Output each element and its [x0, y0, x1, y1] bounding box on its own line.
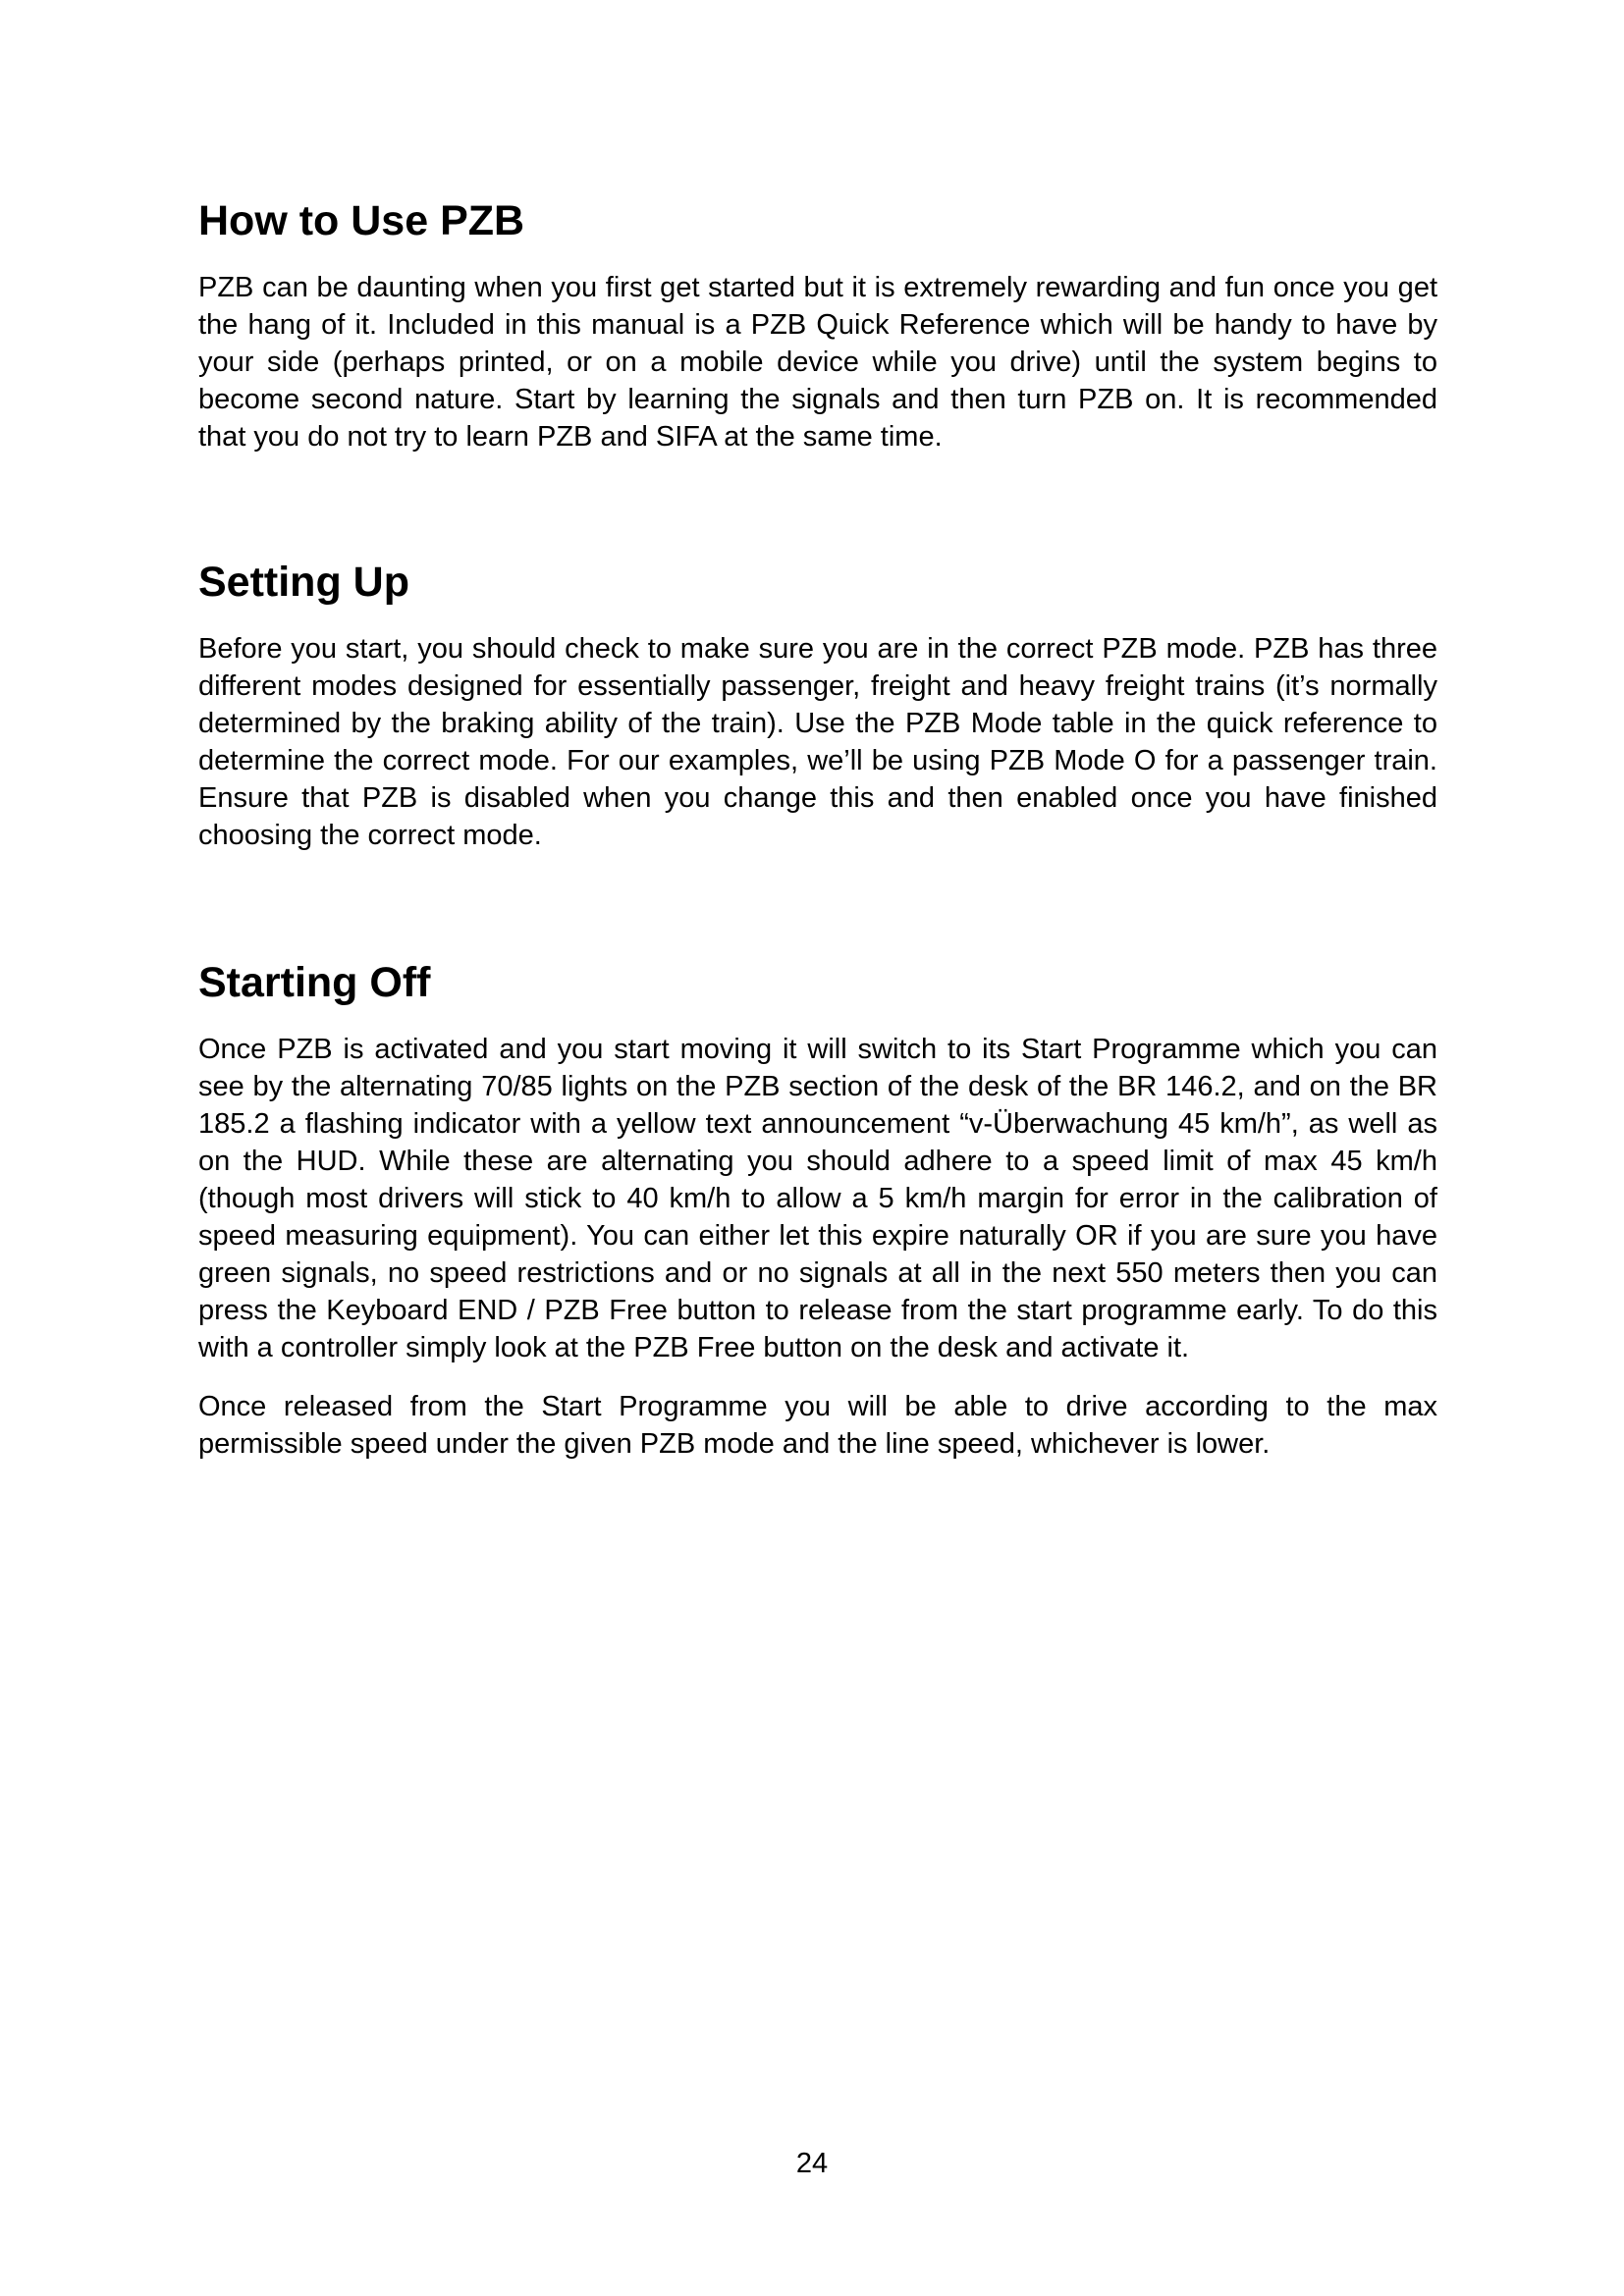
- section-heading: Starting Off: [198, 959, 431, 1006]
- section-setting-up: [198, 558, 1437, 854]
- section-how-to-use-pzb: [198, 196, 1437, 455]
- section-heading: Setting Up: [198, 559, 409, 606]
- body-paragraph: Once PZB is activated and you start moving it will switch to its Start Programme which you can see by the alternating 70/85 lights on the PZB section of the desk of the BR 146.2, and on the BR 185.2 a flashing indicator with a yellow text announcement “v-Überwachung 45 km/h”, as well as on the HUD. While these are alternating you should adhere to a speed limit of max 45 km/h (though most drivers will stick to 40 km/h to allow a 5 km/h margin for error in the calibration of speed measuring equipment). You can either let this expire naturally OR if you are sure you have green signals, no speed restrictions and or no signals at all in the next 550 meters then you can press the Keyboard END / PZB Free button to release from the start programme early. To do this with a controller simply look at the PZB Free button on the desk and activate it.: [198, 1033, 1437, 1363]
- section-starting-off: [198, 958, 1437, 1463]
- body-paragraph: PZB can be daunting when you first get started but it is extremely rewarding and fun once you get the hang of it. Included in this manual is a PZB Quick Reference which will be handy to have by your side (perhaps printed, or on a mobile device while you drive) until the system begins to become second nature. Start by learning the signals and then turn PZB on. It is recommended that you do not try to learn PZB and SIFA at the same time.: [198, 271, 1437, 453]
- body-paragraph: Once released from the Start Programme you will be able to drive according to the max permissible speed under the given PZB mode and the line speed, whichever is lower.: [198, 1390, 1437, 1460]
- body-paragraph: Before you start, you should check to make sure you are in the correct PZB mode. PZB has three different modes designed for essentially passenger, freight and heavy freight trains (it’s normally determined by the braking ability of the train). Use the PZB Mode table in the quick reference to determine the correct mode. For our examples, we’ll be using PZB Mode O for a passenger train. Ensure that PZB is disabled when you change this and then enabled once you have finished choosing the correct mode.: [198, 632, 1437, 851]
- page-number: 24: [795, 2148, 829, 2179]
- section-heading: How to Use PZB: [198, 197, 525, 244]
